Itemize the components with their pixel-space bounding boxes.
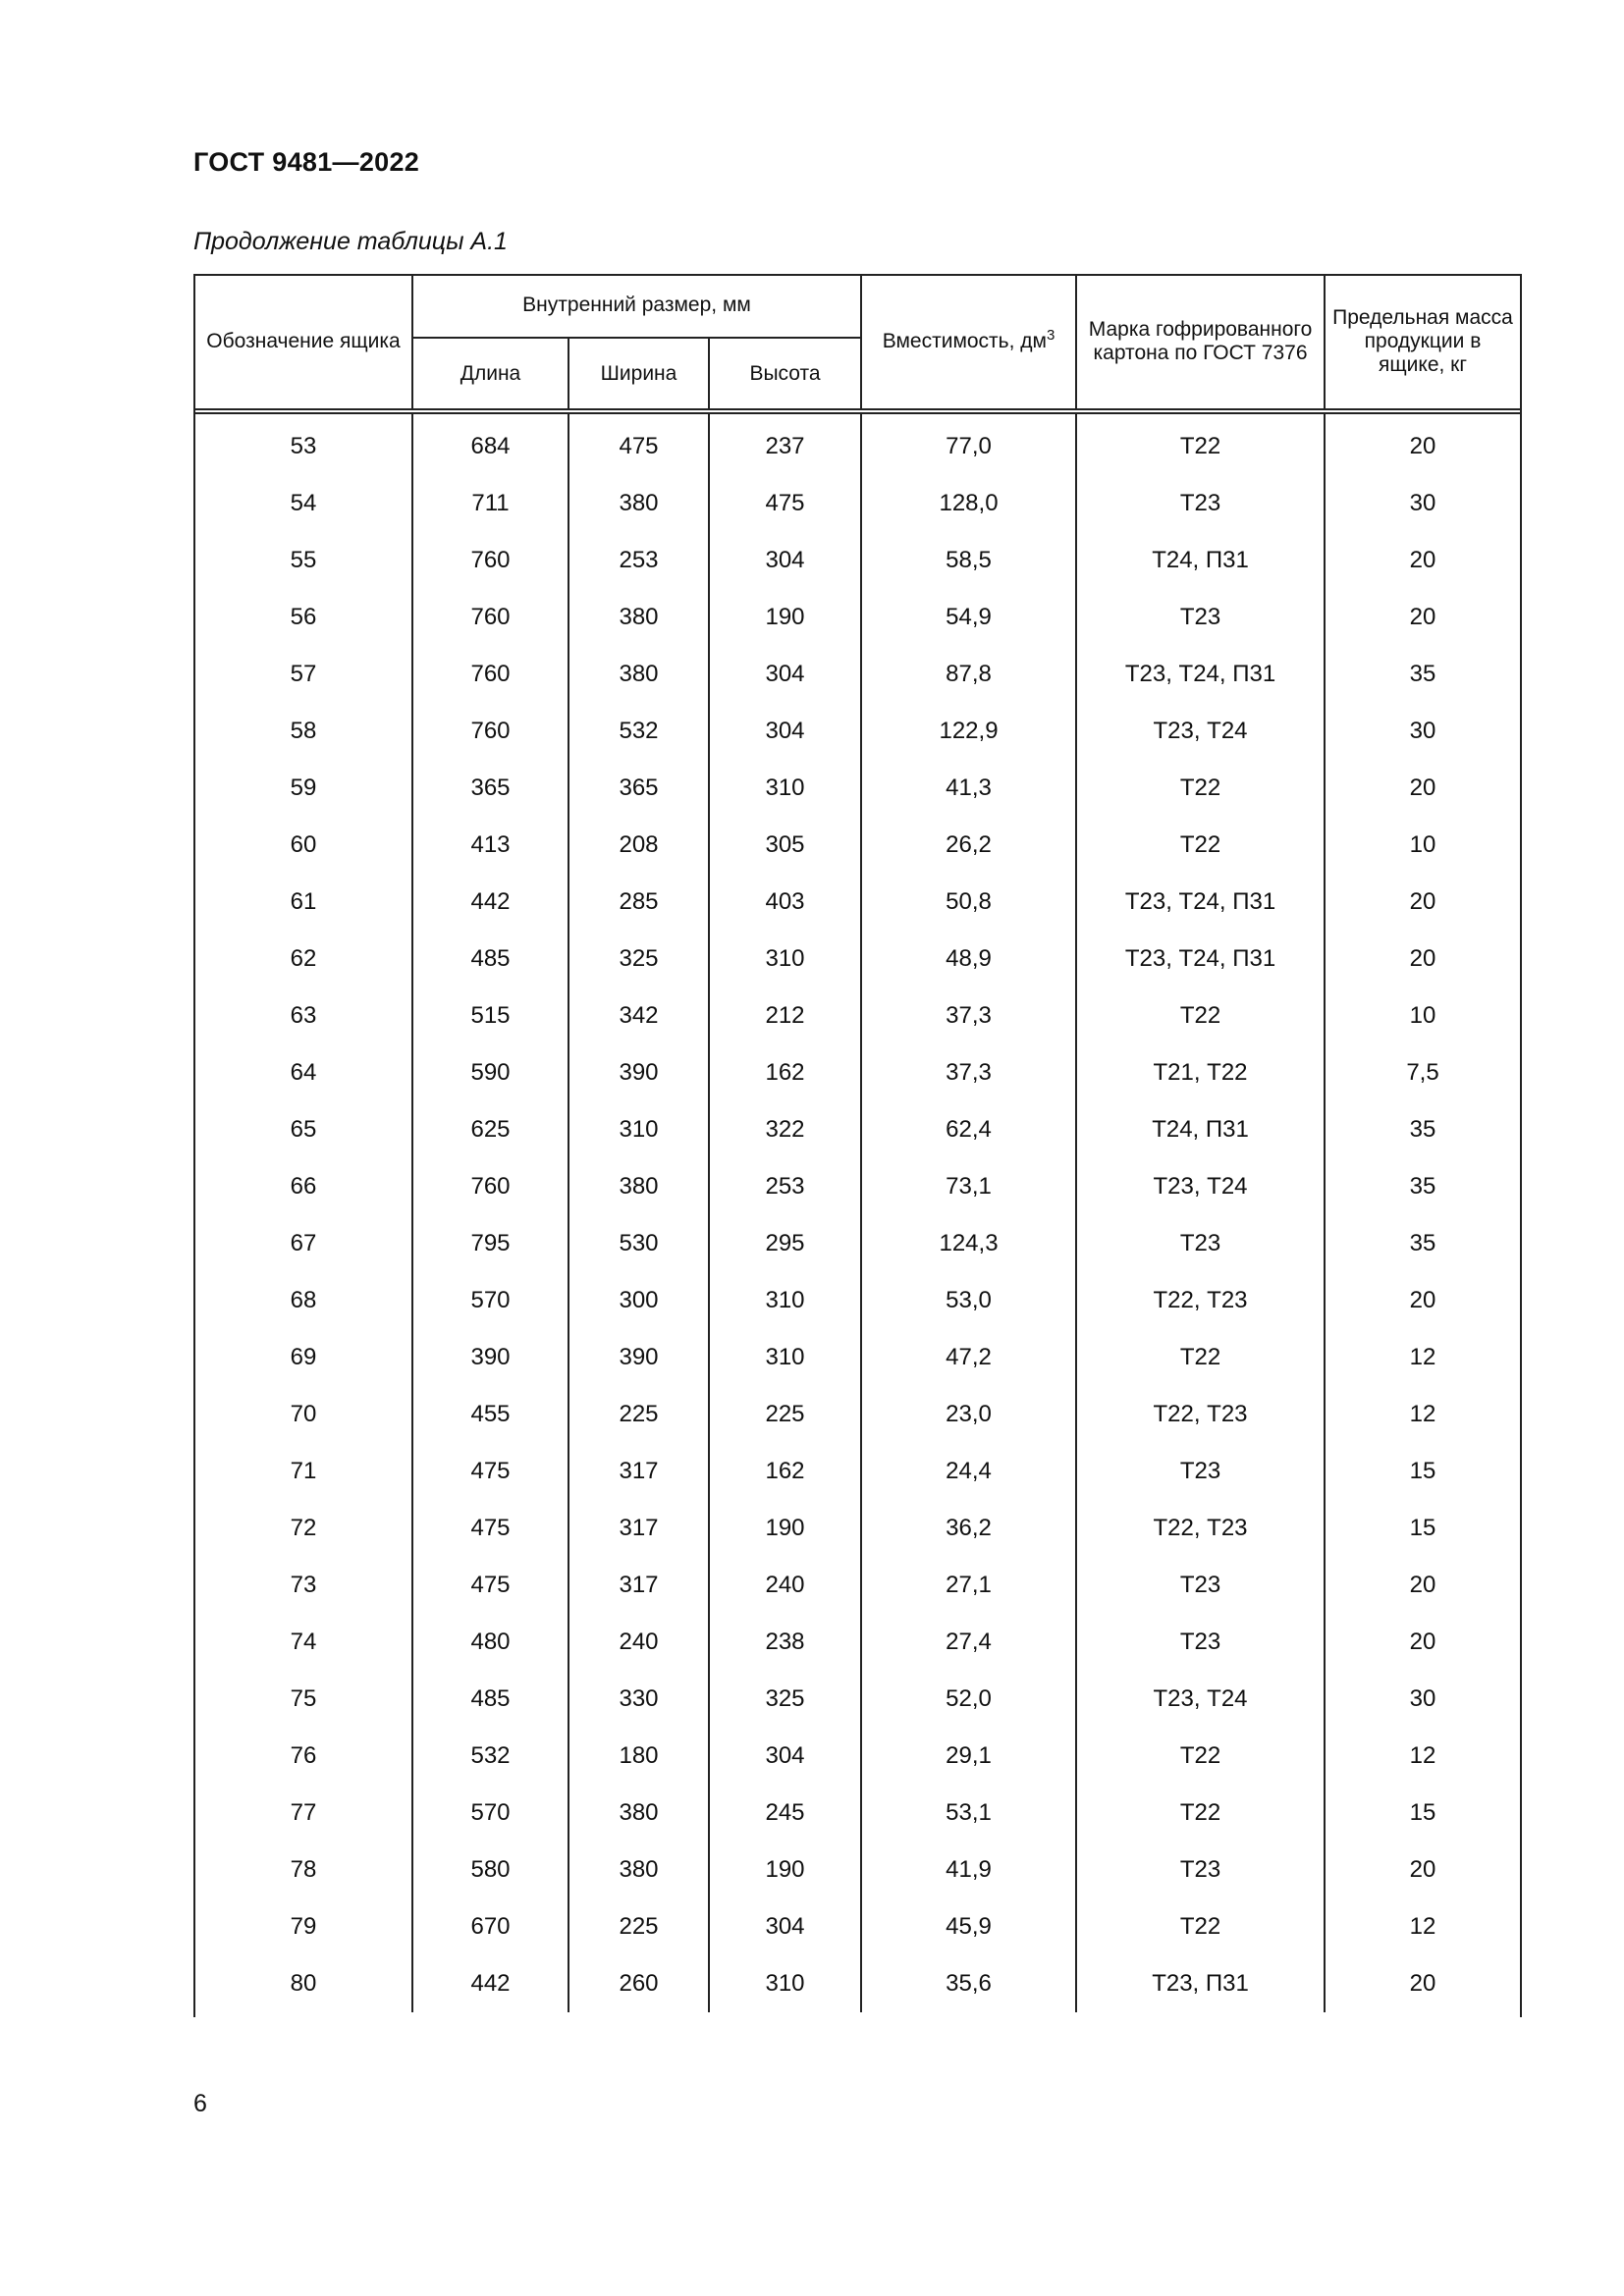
- cell-grade: Т23, Т24, П31: [1076, 931, 1325, 988]
- cell-mass: 35: [1325, 1215, 1520, 1272]
- cell-width: 530: [568, 1215, 709, 1272]
- table-row: [195, 589, 1520, 646]
- cell-length: 442: [412, 1955, 568, 2012]
- cell-length: 475: [412, 1557, 568, 1614]
- table-row: [195, 760, 1520, 817]
- cell-height: 304: [709, 646, 861, 703]
- cell-designation: 70: [290, 1401, 317, 1427]
- cell-mass: 12: [1325, 1728, 1520, 1785]
- table-row: [195, 1614, 1520, 1671]
- cell-length: 760: [412, 589, 568, 646]
- cell-height: 253: [709, 1158, 861, 1215]
- cell-grade: Т22: [1076, 1785, 1325, 1842]
- cell-width: 390: [568, 1329, 709, 1386]
- cell-width: 260: [568, 1955, 709, 2012]
- table-row: [195, 874, 1520, 931]
- cell-length: 532: [412, 1728, 568, 1785]
- cell-mass: 20: [1325, 1614, 1520, 1671]
- cell-width: 240: [568, 1614, 709, 1671]
- cell-width: 532: [568, 703, 709, 760]
- cell-grade: Т22, Т23: [1076, 1500, 1325, 1557]
- table-row: [195, 1842, 1520, 1898]
- header-capacity-sup: 3: [1046, 326, 1056, 344]
- cell-grade: Т23, Т24, П31: [1076, 874, 1325, 931]
- cell-designation: 60: [290, 831, 317, 858]
- cell-grade: Т23: [1076, 1443, 1325, 1500]
- table-row: [195, 931, 1520, 988]
- cell-width: 225: [568, 1898, 709, 1955]
- cell-grade: Т23, Т24: [1076, 1671, 1325, 1728]
- cell-capacity: 27,4: [861, 1614, 1076, 1671]
- cell-height: 310: [709, 931, 861, 988]
- cell-designation: 61: [290, 888, 317, 915]
- cell-length: 475: [412, 1443, 568, 1500]
- cell-designation: 72: [290, 1515, 317, 1541]
- cell-length: 390: [412, 1329, 568, 1386]
- table-row: [195, 1101, 1520, 1158]
- table-row: [195, 1044, 1520, 1101]
- cell-height: 237: [709, 411, 861, 475]
- cell-grade: Т23: [1076, 589, 1325, 646]
- cell-length: 455: [412, 1386, 568, 1443]
- cell-grade: Т23: [1076, 1215, 1325, 1272]
- cell-height: 238: [709, 1614, 861, 1671]
- cell-designation: 71: [290, 1458, 317, 1484]
- cell-designation: 55: [290, 547, 317, 573]
- table-row: [195, 475, 1520, 532]
- cell-capacity: 37,3: [861, 1044, 1076, 1101]
- cell-height: 190: [709, 1842, 861, 1898]
- cell-mass: 35: [1325, 1158, 1520, 1215]
- cell-length: 480: [412, 1614, 568, 1671]
- document-header: ГОСТ 9481—2022: [193, 147, 420, 177]
- cell-designation: 74: [290, 1629, 317, 1655]
- table-row: [195, 1557, 1520, 1614]
- header-mass: Предельная масса продукции в ящике, кг: [1325, 274, 1520, 411]
- cell-grade: Т21, Т22: [1076, 1044, 1325, 1101]
- table-row: [195, 1671, 1520, 1728]
- cell-designation: 66: [290, 1173, 317, 1200]
- cell-length: 760: [412, 1158, 568, 1215]
- cell-width: 225: [568, 1386, 709, 1443]
- cell-designation: 62: [290, 945, 317, 972]
- cell-capacity: 23,0: [861, 1386, 1076, 1443]
- cell-capacity: 29,1: [861, 1728, 1076, 1785]
- header-grade: Марка гофрированного картона по ГОСТ 7376: [1076, 274, 1325, 411]
- cell-designation: 67: [290, 1230, 317, 1256]
- cell-mass: 35: [1325, 1101, 1520, 1158]
- table-row: [195, 817, 1520, 874]
- page-number: 6: [193, 2090, 207, 2117]
- cell-mass: 20: [1325, 1842, 1520, 1898]
- cell-grade: Т23: [1076, 1614, 1325, 1671]
- cell-height: 304: [709, 703, 861, 760]
- cell-height: 310: [709, 760, 861, 817]
- cell-grade: Т22: [1076, 988, 1325, 1044]
- cell-height: 225: [709, 1386, 861, 1443]
- cell-grade: Т23, Т24, П31: [1076, 646, 1325, 703]
- cell-designation: 56: [290, 604, 317, 630]
- cell-grade: Т24, П31: [1076, 1101, 1325, 1158]
- header-capacity-text: Вместимость, дм: [882, 329, 1047, 352]
- cell-mass: 15: [1325, 1785, 1520, 1842]
- cell-width: 310: [568, 1101, 709, 1158]
- cell-height: 212: [709, 988, 861, 1044]
- cell-capacity: 53,0: [861, 1272, 1076, 1329]
- table-row: [195, 1898, 1520, 1955]
- cell-capacity: 73,1: [861, 1158, 1076, 1215]
- header-inner-size: Внутренний размер, мм: [412, 274, 861, 338]
- cell-mass: 15: [1325, 1500, 1520, 1557]
- cell-capacity: 41,9: [861, 1842, 1076, 1898]
- table-body: [195, 411, 1520, 2012]
- cell-width: 390: [568, 1044, 709, 1101]
- cell-designation: 64: [290, 1059, 317, 1086]
- table-row: [195, 411, 1520, 475]
- cell-length: 515: [412, 988, 568, 1044]
- cell-width: 180: [568, 1728, 709, 1785]
- cell-capacity: 53,1: [861, 1785, 1076, 1842]
- cell-grade: Т22, Т23: [1076, 1386, 1325, 1443]
- cell-capacity: 47,2: [861, 1329, 1076, 1386]
- cell-width: 300: [568, 1272, 709, 1329]
- table-row: [195, 703, 1520, 760]
- cell-length: 711: [412, 475, 568, 532]
- cell-length: 590: [412, 1044, 568, 1101]
- cell-grade: Т23, Т24: [1076, 1158, 1325, 1215]
- cell-capacity: 45,9: [861, 1898, 1076, 1955]
- cell-mass: 20: [1325, 532, 1520, 589]
- cell-width: 317: [568, 1500, 709, 1557]
- cell-height: 240: [709, 1557, 861, 1614]
- cell-length: 475: [412, 1500, 568, 1557]
- cell-height: 310: [709, 1955, 861, 2012]
- cell-length: 485: [412, 931, 568, 988]
- cell-designation: 59: [290, 774, 317, 801]
- cell-capacity: 35,6: [861, 1955, 1076, 2012]
- cell-mass: 10: [1325, 817, 1520, 874]
- cell-capacity: 128,0: [861, 475, 1076, 532]
- cell-mass: 20: [1325, 1272, 1520, 1329]
- cell-designation: 80: [290, 1970, 317, 1997]
- cell-length: 760: [412, 646, 568, 703]
- cell-width: 365: [568, 760, 709, 817]
- cell-grade: Т23, Т24: [1076, 703, 1325, 760]
- cell-width: 380: [568, 589, 709, 646]
- cell-height: 325: [709, 1671, 861, 1728]
- cell-length: 684: [412, 411, 568, 475]
- cell-width: 342: [568, 988, 709, 1044]
- cell-capacity: 24,4: [861, 1443, 1076, 1500]
- cell-mass: 20: [1325, 589, 1520, 646]
- cell-grade: Т24, П31: [1076, 532, 1325, 589]
- cell-length: 570: [412, 1785, 568, 1842]
- table-row: [195, 1955, 1520, 2012]
- cell-capacity: 122,9: [861, 703, 1076, 760]
- cell-grade: Т22: [1076, 760, 1325, 817]
- table-row: [195, 1158, 1520, 1215]
- cell-height: 403: [709, 874, 861, 931]
- cell-capacity: 36,2: [861, 1500, 1076, 1557]
- cell-width: 253: [568, 532, 709, 589]
- cell-mass: 12: [1325, 1386, 1520, 1443]
- cell-grade: Т22: [1076, 817, 1325, 874]
- cell-designation: 57: [290, 661, 317, 687]
- cell-length: 580: [412, 1842, 568, 1898]
- table-row: [195, 646, 1520, 703]
- cell-width: 325: [568, 931, 709, 988]
- header-height: Высота: [709, 338, 861, 411]
- cell-designation: 65: [290, 1116, 317, 1143]
- cell-capacity: 62,4: [861, 1101, 1076, 1158]
- cell-height: 304: [709, 1728, 861, 1785]
- cell-designation: 53: [290, 433, 317, 459]
- cell-designation: 78: [290, 1856, 317, 1883]
- cell-grade: Т22: [1076, 1898, 1325, 1955]
- table-row: [195, 1443, 1520, 1500]
- cell-mass: 12: [1325, 1329, 1520, 1386]
- cell-mass: 30: [1325, 703, 1520, 760]
- table-row: [195, 532, 1520, 589]
- cell-length: 570: [412, 1272, 568, 1329]
- cell-designation: 69: [290, 1344, 317, 1370]
- table-row: [195, 1728, 1520, 1785]
- cell-designation: 79: [290, 1913, 317, 1940]
- cell-height: 295: [709, 1215, 861, 1272]
- cell-height: 304: [709, 532, 861, 589]
- header-width: Ширина: [568, 338, 709, 411]
- table-caption: Продолжение таблицы А.1: [193, 228, 508, 255]
- cell-capacity: 27,1: [861, 1557, 1076, 1614]
- cell-length: 365: [412, 760, 568, 817]
- spec-table-frame: [193, 274, 1522, 2017]
- cell-designation: 54: [290, 490, 317, 516]
- cell-mass: 20: [1325, 931, 1520, 988]
- cell-length: 670: [412, 1898, 568, 1955]
- cell-designation: 58: [290, 718, 317, 744]
- table-row: [195, 1386, 1520, 1443]
- cell-designation: 77: [290, 1799, 317, 1826]
- cell-width: 380: [568, 646, 709, 703]
- cell-length: 413: [412, 817, 568, 874]
- cell-width: 380: [568, 1842, 709, 1898]
- cell-height: 322: [709, 1101, 861, 1158]
- cell-width: 317: [568, 1557, 709, 1614]
- cell-length: 485: [412, 1671, 568, 1728]
- cell-capacity: 50,8: [861, 874, 1076, 931]
- cell-width: 208: [568, 817, 709, 874]
- cell-grade: Т22: [1076, 1329, 1325, 1386]
- cell-mass: 12: [1325, 1898, 1520, 1955]
- cell-height: 162: [709, 1443, 861, 1500]
- cell-grade: Т22: [1076, 411, 1325, 475]
- cell-height: 190: [709, 1500, 861, 1557]
- cell-length: 442: [412, 874, 568, 931]
- cell-designation: 73: [290, 1572, 317, 1598]
- cell-capacity: 54,9: [861, 589, 1076, 646]
- cell-mass: 20: [1325, 1557, 1520, 1614]
- cell-length: 795: [412, 1215, 568, 1272]
- cell-capacity: 37,3: [861, 988, 1076, 1044]
- cell-length: 625: [412, 1101, 568, 1158]
- cell-height: 190: [709, 589, 861, 646]
- cell-capacity: 41,3: [861, 760, 1076, 817]
- cell-capacity: 124,3: [861, 1215, 1076, 1272]
- cell-width: 317: [568, 1443, 709, 1500]
- cell-capacity: 87,8: [861, 646, 1076, 703]
- table-row: [195, 1272, 1520, 1329]
- cell-mass: 20: [1325, 760, 1520, 817]
- cell-designation: 63: [290, 1002, 317, 1029]
- cell-grade: Т23, П31: [1076, 1955, 1325, 2012]
- cell-designation: 75: [290, 1685, 317, 1712]
- cell-height: 305: [709, 817, 861, 874]
- cell-designation: 68: [290, 1287, 317, 1313]
- cell-grade: Т23: [1076, 1842, 1325, 1898]
- header-capacity: [861, 274, 1076, 411]
- cell-width: 380: [568, 1158, 709, 1215]
- cell-grade: Т22, Т23: [1076, 1272, 1325, 1329]
- header-length: Длина: [412, 338, 568, 411]
- cell-mass: 15: [1325, 1443, 1520, 1500]
- cell-capacity: 58,5: [861, 532, 1076, 589]
- cell-grade: Т23: [1076, 475, 1325, 532]
- cell-height: 310: [709, 1329, 861, 1386]
- cell-height: 245: [709, 1785, 861, 1842]
- cell-mass: 30: [1325, 475, 1520, 532]
- cell-height: 310: [709, 1272, 861, 1329]
- cell-capacity: 77,0: [861, 411, 1076, 475]
- cell-capacity: 48,9: [861, 931, 1076, 988]
- cell-mass: 7,5: [1325, 1044, 1520, 1101]
- table-row: [195, 1785, 1520, 1842]
- cell-mass: 35: [1325, 646, 1520, 703]
- cell-height: 304: [709, 1898, 861, 1955]
- cell-capacity: 26,2: [861, 817, 1076, 874]
- cell-width: 285: [568, 874, 709, 931]
- box-size-table: [195, 274, 1520, 2012]
- table-row: [195, 1215, 1520, 1272]
- cell-height: 162: [709, 1044, 861, 1101]
- table-row: [195, 988, 1520, 1044]
- cell-grade: Т22: [1076, 1728, 1325, 1785]
- cell-mass: 20: [1325, 411, 1520, 475]
- cell-designation: 76: [290, 1742, 317, 1769]
- cell-mass: 20: [1325, 874, 1520, 931]
- cell-width: 475: [568, 411, 709, 475]
- cell-width: 380: [568, 475, 709, 532]
- cell-mass: 10: [1325, 988, 1520, 1044]
- cell-width: 330: [568, 1671, 709, 1728]
- cell-capacity: 52,0: [861, 1671, 1076, 1728]
- header-designation: Обозначение ящика: [195, 274, 412, 411]
- cell-height: 475: [709, 475, 861, 532]
- cell-mass: 30: [1325, 1671, 1520, 1728]
- cell-length: 760: [412, 703, 568, 760]
- table-row: [195, 1500, 1520, 1557]
- cell-width: 380: [568, 1785, 709, 1842]
- table-row: [195, 1329, 1520, 1386]
- cell-grade: Т23: [1076, 1557, 1325, 1614]
- cell-mass: 20: [1325, 1955, 1520, 2012]
- cell-length: 760: [412, 532, 568, 589]
